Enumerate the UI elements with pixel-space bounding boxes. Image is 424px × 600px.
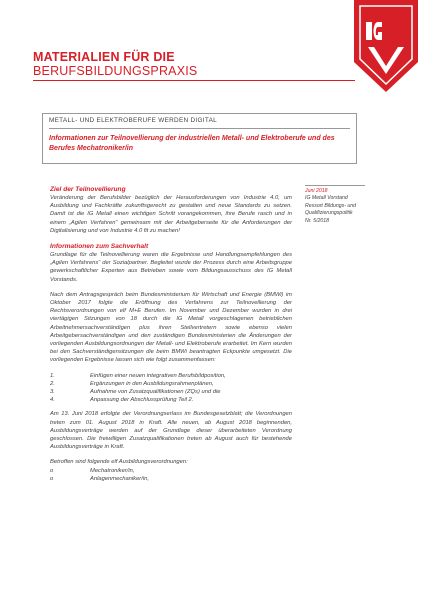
list-item: 2. Ergänzungen in den Ausbildungsrahmenplänen, — [50, 380, 214, 387]
main-text — [50, 185, 292, 489]
header-divider — [33, 80, 355, 81]
topic-subtitle: Informationen zur Teilnovellierung der industriellen Metall- und Elektroberufe und des Berufes Mechatroniker/in — [49, 135, 335, 152]
professions-list — [50, 467, 292, 483]
topic-category: METALL- UND ELEKTROBERUFE WERDEN DIGITAL — [49, 117, 217, 124]
publisher-line: IG Metall Vorstand — [305, 195, 348, 202]
topic-box — [42, 113, 357, 164]
list-item: 1. Einfügen einer neuen integrativen Berufsbildposition, — [50, 372, 226, 379]
section2-paragraph-2: Nach dem Antragsgespräch beim Bundesministerium für Wirtschaft und Energie (BMWi) im Oktober 2017 folgte die Eröffnung des Verfahrens zur Teilnovellierung der Rechtsverordnungen von elf M+E Berufen. Im November und Dezember wurden in drei viertägigen Sitzungen von 18 durch die IG Metall vorgeschlagenen betrieblichen Arbeitnehmersachverständigen plus ihren Stellvertretern sowie ebenso vielen Arbeitgebersachverständigen und den zuständigen Bundesministerien die Änderungen der vorliegenden Ausbildungsordnungen der Metall- und Elektroberufe erarbeitet. Im Kern wurden bei den Sachverständigensitzungen die beim BMWi beantragten Eckpunkte umgesetzt. Die vorliegenden Ergebnisse lassen sich wie folgt zusammenfassen: — [50, 291, 292, 364]
publication-date: Juni 2018 — [305, 188, 328, 194]
section2-heading: Informationen zum Sachverhalt — [50, 243, 149, 251]
section2-paragraph-4: Betroffen sind folgende elf Ausbildungsverordnungen: — [50, 459, 188, 466]
section2-paragraph-1: Grundlage für die Teilnovellierung waren die Ergebnisse und Handlungsempfehlungen des „Agilen Verfahrens“ der Sozialpartner. Begleitet wurde der Prozess durch eine Arbeitsgruppe gewerkschaftlicher Experten aus Betrieben sowie vom Bildungsausschuss des IG Metall Vorstands. — [50, 252, 292, 283]
ig-metall-logo — [354, 0, 418, 92]
sidebar-info — [305, 185, 365, 225]
list-item: 3. Aufnahme von Zusatzqualifikationen (ZQs) und die — [50, 389, 221, 396]
results-list — [50, 372, 292, 405]
doc-series-subtitle: BERUFSBILDUNGSPRAXIS — [33, 64, 198, 78]
topic-divider — [49, 128, 350, 129]
list-item: o Anlagenmechaniker/in, — [50, 475, 149, 482]
section1-heading: Ziel der Teilnovellierung — [50, 186, 126, 193]
list-item: 4. Anpassung der Abschlussprüfung Teil 2. — [50, 397, 194, 404]
section2-paragraph-3: Am 13. Juni 2018 erfolgte der Verordnungserlass im Bundesgesetzblatt; die Verordnungen treten zum 01. August 2018 in Kraft. Alle neuen, ab August 2018 beginnenden, Ausbildungsverträge werden auf der Grundlage dieser überarbeiteten Verordnung geschlossen. Die freiwilligen Zusatzqualifikationen treten ab August auch für bestehende Ausbildungsverträge in Kraft. — [50, 411, 292, 451]
publisher-line: Qualifizierungspolitik — [305, 210, 353, 217]
publisher-line: Ressort Bildungs- und — [305, 202, 357, 209]
doc-series-title: MATERIALIEN FÜR DIE — [33, 50, 175, 64]
issue-number: Nr. 5/2018 — [305, 217, 330, 224]
list-item: o Mechatroniker/in, — [50, 467, 135, 474]
section1-paragraph: Veränderung der Berufsbilder bezüglich der Herausforderungen von Industrie 4.0, um Ausbildung und Fachkräfte zukunftsgerecht zu gestalten und neue Standards zu setzen. Damit ist die IG Metall einen wichtigen Schritt vorangekommen, ihre Berufe rasch und in einem „Agilen Verfahren“ gemeinsam mit der Arbeitgeberseite für die Anforderungen der Digitalisierung und von Industrie 4.0 fit zu machen! — [50, 195, 292, 234]
